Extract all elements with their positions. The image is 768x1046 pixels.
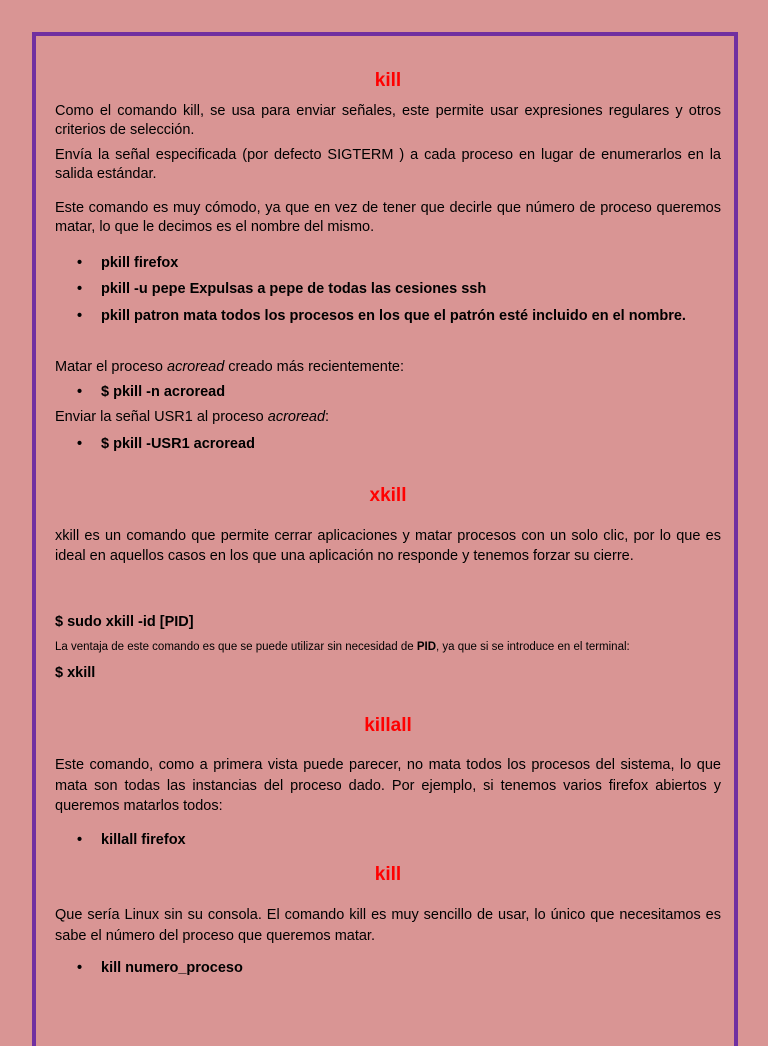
paragraph: Enviar la señal USR1 al proceso acroread:: [55, 409, 330, 425]
list-item: [55, 307, 721, 325]
bullet-icon: •: [77, 255, 83, 271]
paragraph: xkill es un comando que permite cerrar aplicaciones y matar procesos con un solo clic, por lo que es ideal en aquellos casos en los que una aplicación no responde y tenemos forzar su cierre.: [55, 528, 721, 564]
paragraph: Como el comando kill, se usa para enviar señales, este permite usar expresiones regulares y otros criterios de selección.: [55, 103, 721, 138]
list-item: [55, 383, 721, 401]
command-text: $ pkill -n acroread: [101, 384, 226, 400]
paragraph: Este comando es muy cómodo, ya que en vez de tener que decirle que número de proceso queremos matar, lo que le decimos es el nombre del mismo.: [55, 200, 721, 235]
list-item: [55, 831, 721, 849]
paragraph: Matar el proceso acroread creado más recientemente:: [55, 359, 404, 375]
command-text: $ sudo xkill -id [PID]: [55, 614, 194, 630]
heading-kill-2: kill: [374, 864, 402, 885]
list-item-text: pkill patron mata todos los procesos en los que el patrón esté incluido en el nombre.: [101, 308, 686, 324]
list-item: [55, 959, 721, 977]
bullet-icon: •: [77, 384, 83, 400]
list-item-text: kill numero_proceso: [101, 960, 243, 976]
paragraph: Este comando, como a primera vista puede parecer, no mata todos los procesos del sistema, lo que mata son todas las instancias del proceso dado. Por ejemplo, si tenemos varios firefox abiertos y queremos matarlos todos:: [55, 757, 721, 814]
command-text: $ pkill -USR1 acroread: [101, 436, 255, 452]
note-paragraph: La ventaja de este comando es que se puede utilizar sin necesidad de PID, ya que si se introduce en el terminal:: [55, 641, 630, 653]
command-text: $ xkill: [55, 665, 96, 681]
heading-killall: killall: [364, 715, 412, 736]
paragraph: Que sería Linux sin su consola. El comando kill es muy sencillo de usar, lo único que necesitamos es sabe el número del proceso que queremos matar.: [55, 907, 721, 944]
bullet-icon: •: [77, 281, 83, 297]
heading-kill: kill: [374, 70, 402, 91]
list-item: [55, 254, 721, 272]
list-item: [55, 435, 721, 453]
bullet-icon: •: [77, 436, 83, 452]
bullet-icon: •: [77, 308, 83, 324]
heading-xkill: xkill: [369, 485, 407, 506]
bullet-icon: •: [77, 832, 83, 848]
list-item: [55, 280, 721, 298]
list-item-text: pkill -u pepe Expulsas a pepe de todas las cesiones ssh: [101, 281, 487, 297]
list-item-text: killall firefox: [101, 832, 186, 848]
paragraph: Envía la señal especificada (por defecto SIGTERM ) a cada proceso en lugar de enumerarlos en la salida estándar.: [55, 147, 721, 182]
list-item-text: pkill firefox: [101, 255, 179, 271]
bullet-icon: •: [77, 960, 83, 976]
